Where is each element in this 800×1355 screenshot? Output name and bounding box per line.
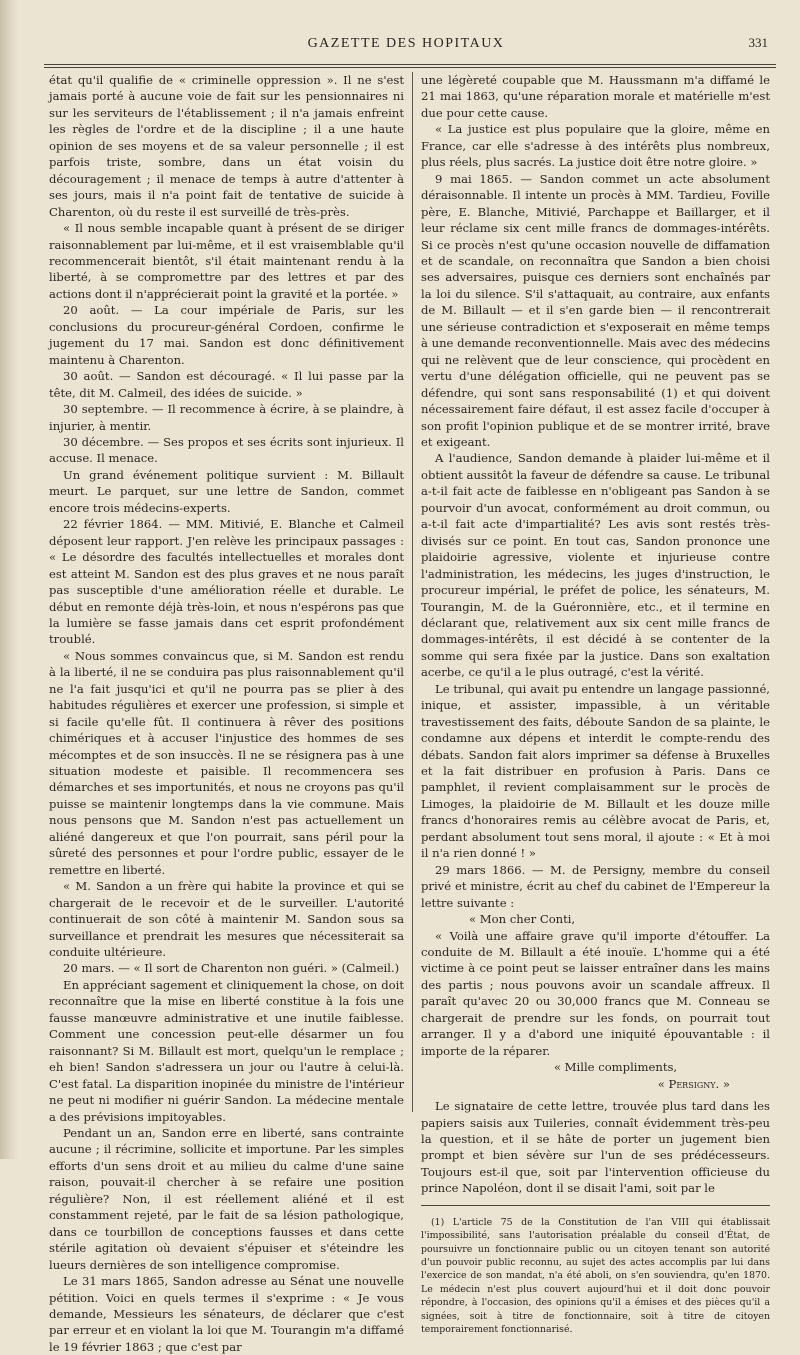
page-header <box>40 26 772 56</box>
right-paragraph: « La justice est plus populaire que la gloire, même en France, car elle s'adresse à des intérêts plus nombreux, plus réels, plus sacrés. La justice doit être notre gloire. » <box>421 122 770 170</box>
page-number: 331 <box>748 35 768 50</box>
right-paragraph: A l'audience, Sandon demande à plaider lui-même et il obtient aussitôt la faveur de défendre sa cause. Le tribunal a-t-il fait acte de faiblesse en n'obligeant pas Sandon à se pourvoir d'un avocat, conformément au droit commun, ou a-t-il fait acte d'impartialité? Les avis sont restés très-divisés sur ce point. En tout cas, Sandon prononce une plaidoirie agressive, violente et injurieuse contre l'administration, les médecins, les juges d'instruction, le procureur impérial, le préfet de police, les sénateurs, M. Tourangin, M. de la Guéronnière, etc., et il termine en déclarant que, relativement aux six cent mille francs de dommages-intérêts, il est décidé à se contenter de la somme qui sera fixée par la justice. Dans son exaltation acerbe, ce qu'il a le plus outragé, c'est la vérité. <box>421 451 770 680</box>
letter-salutation: « Mon cher Conti, <box>469 912 576 927</box>
right-paragraph: 29 mars 1866. — M. de Persigny, membre du conseil privé et ministre, écrit au chef du cabinet de l'Empereur la lettre suivante : <box>421 862 770 910</box>
right-paragraph: une légèreté coupable que M. Haussmann m'a diffamé le 21 mai 1863, qu'une réparation morale et matérielle m'est due pour cette cause. <box>421 73 770 120</box>
footnote-rule <box>421 1205 770 1206</box>
right-column-paragraphs <box>421 72 770 911</box>
left-paragraph: « Il nous semble incapable quant à présent de se diriger raisonnablement par lui-même, et il est vraisemblable qu'il recommencerait bientôt, s'il était maintenant rendu à la liberté, à se compromettre par des lettres et par des actions dont il n'apprécierait point la gravité et la portée. » <box>49 221 404 301</box>
left-paragraph: « M. Sandon a un frère qui habite la province et qui se chargerait de le recevoir et de le surveiller. L'autorité continuerait de son côté à maintenir M. Sandon sous sa surveillance et prendrait les mesures que nécessiterait sa conduite ultérieure. <box>49 879 404 960</box>
page-binding-shadow <box>0 0 18 1159</box>
footnote: (1) L'article 75 de la Constitution de l'an VIII qui établissait l'impossibilité, sans l'autorisation préalable du conseil d'État, de poursuivre un fonctionnaire public ou un citoyen tenant son autorité d'un pouvoir public reconnu, au sujet des actes accomplis par lui dans l'exercice de son mandat, n'a été aboli, on s'en souviendra, qu'en 1870. Le médecin n'est plus couvert aujourd'hui et il doit donc pouvoir répondre, à l'occasion, des opinions qu'il a émises et des pièces qu'il a signées, soit à titre de fonctionnaire, soit à titre de citoyen temporairement fonctionnarisé. <box>421 1216 770 1336</box>
left-paragraph: En appréciant sagement et cliniquement la chose, on doit reconnaître que la mise en liberté constitue à la fois une fausse manœuvre administrative et une inutile faiblesse. Comment une concession peut-elle désarmer un fou raisonnant? Si M. Billault est mort, quelqu'un le remplace ; eh bien! Sandon s'adressera un jour ou l'autre à celui-là. C'est fatal. La disparition inopinée du ministre de l'intérieur ne peut ni modifier ni guérir Sandon. La médecine mentale a des prévisions impitoyables. <box>49 977 404 1124</box>
left-paragraph: Le 31 mars 1865, Sandon adresse au Sénat une nouvelle pétition. Voici en quels termes il s'exprime : « Je vous demande, Messieurs les sénateurs, de déclarer que c'est par erreur et en violant la loi que M. Tourangin m'a diffamé le 19 février 1863 ; que c'est par <box>49 1274 404 1354</box>
left-paragraph: 22 février 1864. — MM. Mitivié, E. Blanche et Calmeil déposent leur rapport. J'en relève les principaux passages : « Le désordre des facultés intellectuelles et morales dont est atteint M. Sandon est des plus graves et ne nous paraît pas susceptible d'une amélioration réelle et durable. Le début en remonte déjà très-loin, et nous n'espérons pas que la lumière se fasse jamais dans cet esprit profondément troublé. <box>49 517 404 647</box>
left-paragraph: 20 août. — La cour impériale de Paris, sur les conclusions du procureur-général Cordoen, confirme le jugement du 17 mai. Sandon est donc définitivement maintenu à Charenton. <box>49 303 404 367</box>
left-paragraph: « Nous sommes convaincus que, si M. Sandon est rendu à la liberté, il ne se conduira pas plus raisonnablement qu'il ne l'a fait jusqu'ici et qu'il ne pourra pas se plier à des habitudes régulières et exercer une profession, si simple et si facile qu'elle fût. Il continuera à rêver des positions chimériques et à accuser l'injustice des hommes de ses mécomptes et de son insuccès. Il ne se résignera pas à une situation modeste et paisible. Il recommencera ses démarches et ses importunités, et nous ne croyons pas qu'il puisse se maintenir longtemps dans la vie commune. Mais nous pensons que M. Sandon n'est pas actuellement un aliéné dangereux et que l'on pourrait, sans péril pour la sûreté des personnes et pour l'ordre public, essayer de le remettre en liberté. <box>49 648 404 877</box>
left-paragraph: 30 septembre. — Il recommence à écrire, à se plaindre, à injurier, à mentir. <box>49 402 404 433</box>
left-paragraph: 20 mars. — « Il sort de Charenton non guéri. » (Calmeil.) <box>63 961 400 976</box>
left-paragraph: Un grand événement politique survient : M. Billault meurt. Le parquet, sur une lettre de Sandon, commet encore trois médecins-experts. <box>49 467 404 515</box>
column-divider <box>412 72 413 1112</box>
running-title: GAZETTE DES HOPITAUX <box>307 36 505 51</box>
quoted-letter <box>421 911 770 1092</box>
letter-body: « Voilà une affaire grave qu'il importe d'étouffer. La conduite de M. Billault a été inouïe. L'homme qui a été victime à ce point peut se laisser entraîner dans les mains des partis ; nous pouvons avoir un scandale affreux. Il paraît qu'avec 20 ou 30,000 francs que M. Conneau se chargerait de prendre sur les fonds, on pourrait tout arranger. Il y a d'abord une iniquité épouvantable : il importe de la réparer. <box>421 928 770 1058</box>
letter-closing: « Mille compliments, <box>553 1060 678 1075</box>
left-paragraph: Pendant un an, Sandon erre en liberté, sans contrainte aucune ; il récrimine, sollicite et importune. Par les simples efforts d'un sens droit et au milieu du calme d'une saine raison, pouvait-il chercher à se refaire une position régulière? Non, il est réellement aliéné et il est constamment rejeté, par le fait de sa lésion pathologique, dans ce tourbillon de conceptions fausses et dans cette stérile agitation où devaient s'épuiser et s'éteindre les lueurs dernières de son intelligence compromise. <box>49 1126 404 1272</box>
right-paragraph: 9 mai 1865. — Sandon commet un acte absolument déraisonnable. Il intente un procès à MM. Tardieu, Foville père, E. Blanche, Mitivié, Parchappe et Baillarger, et il leur réclame six cent mille francs de dommages-intérêts. Si ce procès n'est qu'une occasion nouvelle de diffamation et de scandale, on reconnaîtra que Sandon a bien choisi ses adversaires, puisque ces derniers sont enchaînés par la loi du silence. S'il s'attaquait, au contraire, aux enfants de M. Billault — et il s'en garde bien — il rencontrerait une sérieuse contradiction et s'exposerait en même temps à une demande reconventionnelle. Mais avec des médecins qui ne relèvent que de leur conscience, qui procèdent en vertu d'une délégation officielle, qui ne peuvent pas se défendre, qui sont sans responsabilité (1) et qui doivent nécessairement faire défaut, il est assez facile d'occuper à son profit l'opinion publique et de se montrer irrité, brave et exigeant. <box>421 171 771 449</box>
left-paragraph: 30 août. — Sandon est découragé. « Il lui passe par la tête, dit M. Calmeil, des idées de suicide. » <box>49 369 404 400</box>
left-paragraph: 30 décembre. — Ses propos et ses écrits sont injurieux. Il accuse. Il menace. <box>49 434 404 466</box>
header-rule <box>44 64 776 68</box>
letter-signature: « Persigny. » <box>657 1076 730 1091</box>
right-column <box>421 72 770 1336</box>
paragraph-after-letter: Le signataire de cette lettre, trouvée plus tard dans les papiers saisis aux Tuileries, connaît évidemment très-peu la question, et il se hâte de porter un jugement bien prompt et bien sévère sur l'un de ses prédécesseurs. Toujours est-il que, soit par l'intervention officieuse du prince Napoléon, dont il se disait l'ami, soit par le <box>421 1099 770 1196</box>
right-paragraph: Le tribunal, qui avait pu entendre un langage passionné, inique, et assister, impassible, à un véritable travestissement des faits, déboute Sandon de sa plainte, le condamne aux dépens et interdit le compte-rendu des débats. Sandon fait alors imprimer sa défense à Bruxelles et la fait distribuer en profusion à Paris. Dans ce pamphlet, il revient complaisamment sur le procès de Limoges, la plaidoirie de M. Billault et les douze mille francs d'honoraires remis au célèbre avocat de Paris, et, perdant absolument tout sens moral, il ajoute : « Et à moi il n'a rien donné ! » <box>421 681 770 861</box>
left-paragraph: état qu'il qualifie de « criminelle oppression ». Il ne s'est jamais porté à aucune voie de fait sur les pensionnaires ni sur les serviteurs de l'établissement ; il n'a jamais enfreint les règles de l'ordre et de la discipline ; il a une haute opinion de ses moyens et de sa valeur personnelle ; il est parfois triste, sombre, dans un état voisin du découragement ; il menace de temps à autre d'attenter à ses jours, mais il n'a point fait de tentative de suicide à Charenton, où du reste il est surveillé de très-près. <box>49 73 404 219</box>
left-column <box>49 72 404 1355</box>
